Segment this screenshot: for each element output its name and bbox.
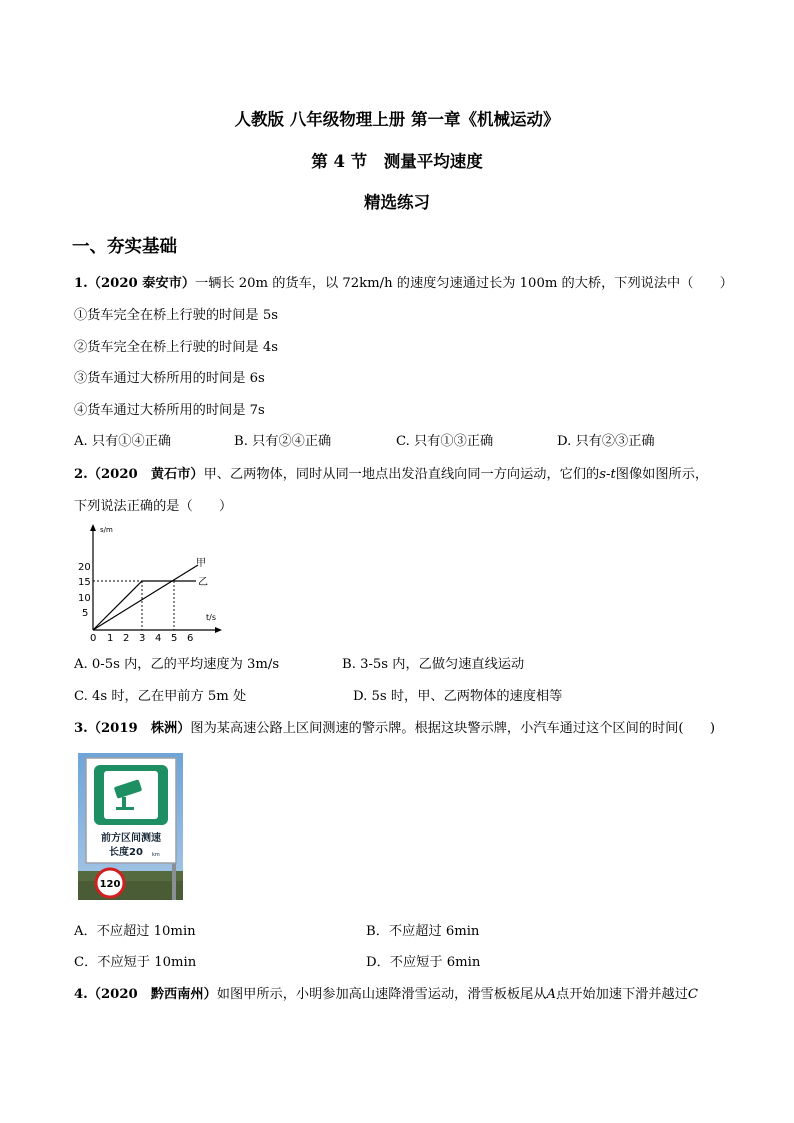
question-4-stem xyxy=(74,983,698,1002)
point-c: C xyxy=(687,987,698,1002)
statement-4: ④货车通过大桥所用的时间是 7s xyxy=(74,403,265,418)
label-yi: 乙 xyxy=(198,577,208,588)
question-source: （2020 泰安市） xyxy=(87,276,196,291)
q2-option-d: D. 5s 时，甲、乙两物体的速度相等 xyxy=(353,689,563,704)
q3-option-b: B．不应超过 6min xyxy=(366,924,480,939)
st-graph xyxy=(76,520,226,645)
question-source: （2019 株洲） xyxy=(87,721,191,736)
q2-option-b: B. 3-5s 内，乙做匀速直线运动 xyxy=(342,657,525,672)
statement-3: ③货车通过大桥所用的时间是 6s xyxy=(74,371,265,386)
question-text: 甲、乙两物体，同时从同一地点出发沿直线向同一方向运动，它们的 xyxy=(203,467,600,482)
x-tick-2: 2 xyxy=(123,633,130,644)
question-text: 如图甲所示，小明参加高山速降滑雪运动，滑雪板板尾从 xyxy=(216,987,547,1002)
q3-option-a: A．不应超过 10min xyxy=(74,924,196,939)
x-axis-arrow xyxy=(215,627,222,633)
q1-option-a: A. 只有①④正确 xyxy=(74,434,172,449)
y-axis-label: s/m xyxy=(100,526,113,534)
x-tick-4: 4 xyxy=(155,633,162,644)
question-number: 1. xyxy=(74,276,88,291)
y-tick-10: 10 xyxy=(78,593,91,604)
q2-option-c: C. 4s 时，乙在甲前方 5m 处 xyxy=(74,689,247,704)
x-tick-3: 3 xyxy=(139,633,146,644)
st-symbol: s-t xyxy=(599,467,616,482)
q1-option-d: D. 只有②③正确 xyxy=(557,434,655,449)
statement-1: ①货车完全在桥上行驶的时间是 5s xyxy=(74,308,278,323)
speed-sign-photo xyxy=(78,753,183,900)
line-yi xyxy=(93,581,196,630)
section-title: 第 4 节 测量平均速度 xyxy=(311,152,483,171)
question-number: 3. xyxy=(74,721,88,736)
x-tick-5: 5 xyxy=(171,633,178,644)
q1-option-c: C. 只有①③正确 xyxy=(396,434,494,449)
question-3-stem xyxy=(74,717,715,736)
question-text-cont: 点开始加速下滑并越过 xyxy=(556,987,688,1002)
question-text: 图为某高速公路上区间测速的警示牌。根据这块警示牌，小汽车通过这个区间的时间( ) xyxy=(190,721,716,736)
question-source: （2020 黔西南州） xyxy=(87,987,217,1002)
question-text-cont: 图像如图所示， xyxy=(615,467,709,482)
question-number: 2. xyxy=(74,467,88,482)
question-1-stem xyxy=(74,272,733,291)
point-a: A xyxy=(546,987,557,1002)
q3-option-d: D．不应短于 6min xyxy=(366,955,481,970)
question-2-stem xyxy=(74,463,708,482)
q3-option-c: C．不应短于 10min xyxy=(74,955,197,970)
line-jia xyxy=(93,565,198,630)
label-jia: 甲 xyxy=(196,558,206,569)
question-source: （2020 黄石市） xyxy=(87,467,204,482)
sign-text-line1: 前方区间测速 xyxy=(101,833,161,844)
x-tick-6: 6 xyxy=(187,633,194,644)
document-title: 人教版 八年级物理上册 第一章《机械运动》 xyxy=(234,110,560,129)
x-tick-0: 0 xyxy=(90,633,97,644)
part-heading: 一、夯实基础 xyxy=(72,237,177,257)
y-tick-15: 15 xyxy=(78,577,91,588)
sign-text-line2: 长度20 xyxy=(109,847,143,858)
y-axis-arrow xyxy=(90,524,96,531)
document-subtitle: 精选练习 xyxy=(364,193,430,212)
y-tick-20: 20 xyxy=(78,562,91,573)
sign-unit: km xyxy=(152,852,160,858)
q1-option-b: B. 只有②④正确 xyxy=(234,434,332,449)
y-tick-5: 5 xyxy=(82,608,89,619)
x-tick-1: 1 xyxy=(107,633,114,644)
question-number: 4. xyxy=(74,987,88,1002)
question-text: 一辆长 20m 的货车，以 72km/h 的速度匀速通过长为 100m 的大桥，下列说法中（ ） xyxy=(195,276,733,291)
x-axis-label: t/s xyxy=(206,613,216,622)
q2-option-a: A. 0-5s 内，乙的平均速度为 3m/s xyxy=(74,657,280,672)
speed-limit-value: 120 xyxy=(99,879,121,890)
question-2-stem-line2: 下列说法正确的是（ ） xyxy=(74,499,233,514)
statement-2: ②货车完全在桥上行驶的时间是 4s xyxy=(74,340,278,355)
